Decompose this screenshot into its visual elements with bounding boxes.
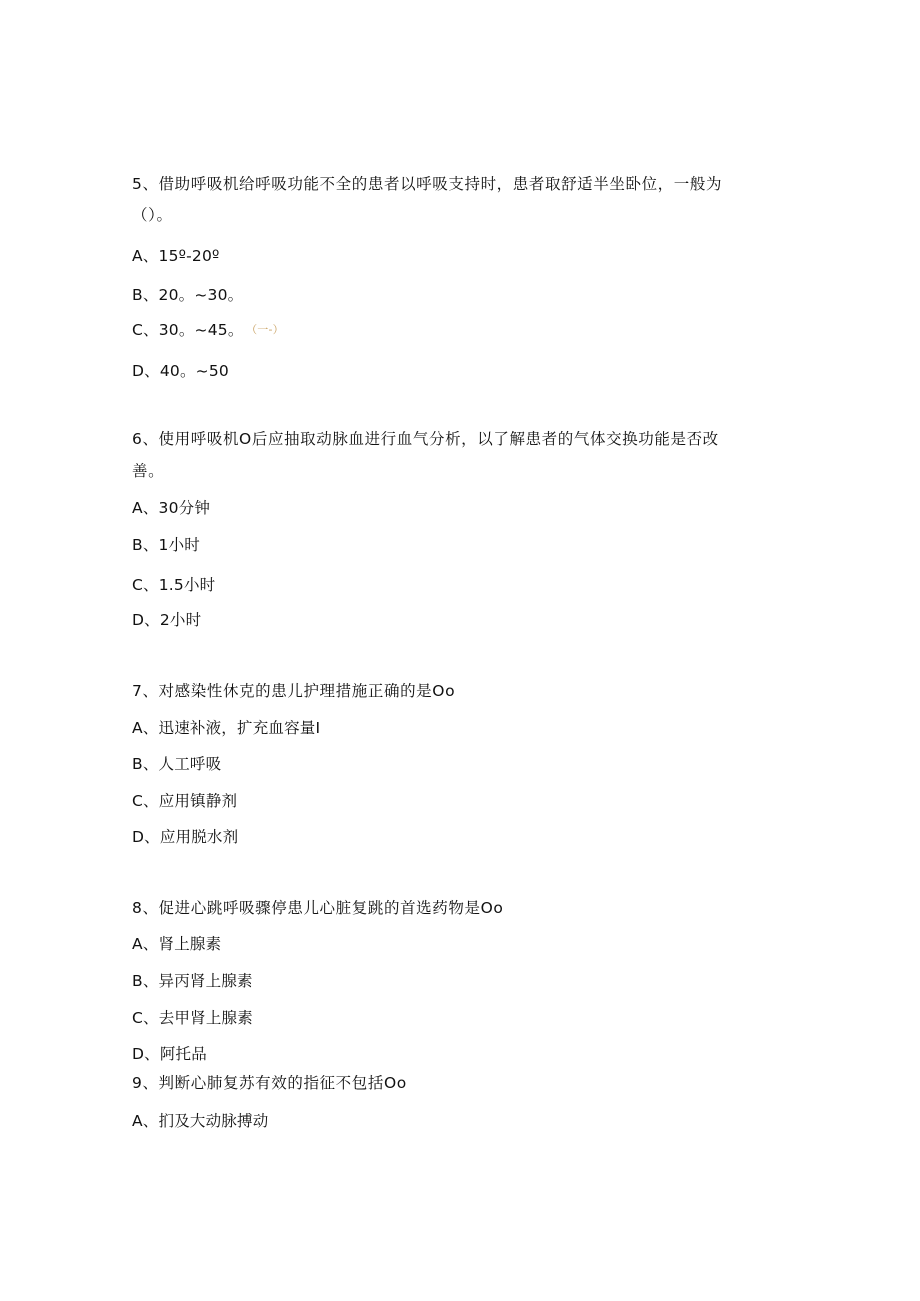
question-6-option-a: A、30分钟 <box>132 499 211 517</box>
question-6-stem-line-1: 6、使用呼吸机O后应抽取动脉血进行血气分析，以了解患者的气体交换功能是否改 <box>132 430 719 448</box>
question-8-option-a: A、肾上腺素 <box>132 935 222 953</box>
question-5-option-d: D、40。~50 <box>132 362 229 380</box>
question-6-option-b: B、1小时 <box>132 536 200 554</box>
question-5-option-c-label: C、30。~45。 <box>132 321 244 339</box>
question-6-option-c: C、1.5小时 <box>132 576 216 594</box>
question-6-option-d: D、2小时 <box>132 611 202 629</box>
question-9-stem: 9、判断心肺复苏有效的指征不包括Oo <box>132 1074 407 1092</box>
question-8-option-b: B、异丙肾上腺素 <box>132 972 253 990</box>
question-7-option-b: B、人工呼吸 <box>132 755 222 773</box>
question-7-option-c: C、应用镇静剂 <box>132 792 238 810</box>
question-8-option-d: D、阿托品 <box>132 1045 207 1063</box>
answer-mark: （一-） <box>251 323 284 336</box>
question-8-option-c: C、去甲肾上腺素 <box>132 1009 253 1027</box>
question-6-stem-line-2: 善。 <box>132 462 165 480</box>
question-8-stem: 8、促进心跳呼吸骤停患儿心脏复跳的首选药物是Oo <box>132 899 504 917</box>
question-7-option-d: D、应用脱水剂 <box>132 828 239 846</box>
question-5-stem-line-2: （）。 <box>132 206 173 224</box>
question-5-stem-line-1: 5、借助呼吸机给呼吸功能不全的患者以呼吸支持时，患者取舒适半坐卧位，一般为 <box>132 175 723 193</box>
question-5-option-a: A、15º-20º <box>132 247 220 265</box>
question-9-option-a: A、扪及大动脉搏动 <box>132 1112 269 1130</box>
question-5-option-b: B、20。~30。 <box>132 286 244 304</box>
question-5-option-c <box>132 320 284 340</box>
question-7-stem: 7、对感染性休克的患儿护理措施正确的是Oo <box>132 682 456 700</box>
question-7-option-a: A、迅速补液，扩充血容量I <box>132 719 321 737</box>
